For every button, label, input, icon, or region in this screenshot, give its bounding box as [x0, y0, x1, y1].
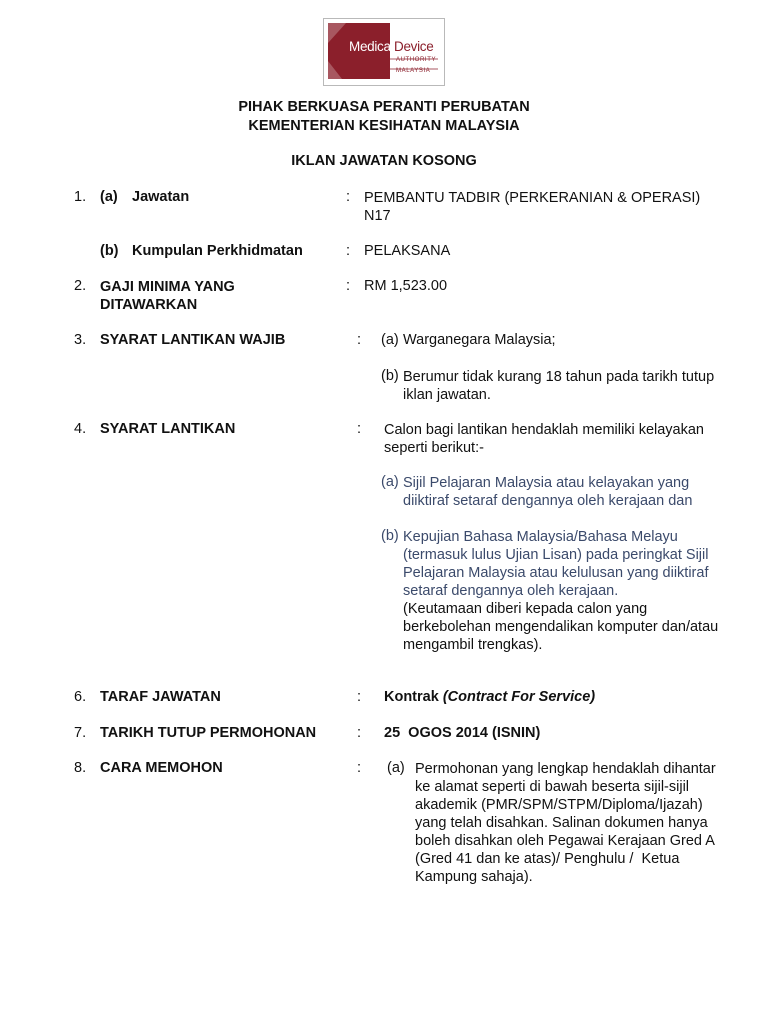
page-title: IKLAN JAWATAN KOSONG [291, 153, 477, 169]
item-6-value [384, 689, 595, 705]
item-4a-text-line2: diiktiraf setaraf dengannya oleh kerajaan dan [403, 493, 693, 509]
item-6-value-bold: Kontrak [384, 689, 439, 705]
item-1b-colon: : [346, 243, 351, 259]
item-1-number: 1. [74, 189, 87, 205]
item-1a-value [364, 189, 700, 225]
logo-word-authority: AUTHORITY [396, 57, 437, 63]
item-8a-text-line: akademik (PMR/SPM/STPM/Diploma/Ijazah) [415, 797, 703, 813]
item-4-note-line2: berkebolehan mengendalikan komputer dan/atau [403, 619, 719, 635]
item-3-colon: : [357, 332, 362, 348]
item-1b-mark: (b) [100, 243, 119, 259]
item-1b-label: Kumpulan Perkhidmatan [132, 243, 303, 259]
item-8a-text-line: (Gred 41 dan ke atas)/ Penghulu / Ketua [415, 851, 680, 867]
item-3a-mark: (a) [381, 332, 399, 348]
item-4-colon: : [357, 421, 362, 437]
item-2-label-line1: GAJI MINIMA YANG [100, 279, 235, 295]
item-2-number: 2. [74, 278, 87, 294]
item-2-colon: : [346, 278, 351, 294]
item-8a-text-line: Permohonan yang lengkap hendaklah dihantar [415, 761, 716, 777]
ministry-name: KEMENTERIAN KESIHATAN MALAYSIA [248, 118, 520, 134]
item-3a-text: Warganegara Malaysia; [403, 332, 556, 348]
item-8a-text-line: boleh disahkan oleh Pegawai Kerajaan Gred A [415, 833, 715, 849]
item-3b-text [403, 368, 714, 404]
item-3b-text-line1: Berumur tidak kurang 18 tahun pada tarikh tutup [403, 369, 715, 385]
item-4a-mark: (a) [381, 474, 399, 490]
item-8a-text-line: Kampung sahaja). [415, 869, 533, 885]
item-4a-text [403, 474, 692, 510]
item-8a-text-line: ke alamat seperti di bawah beserta sijil-sijil [415, 779, 690, 795]
item-4-label: SYARAT LANTIKAN [100, 421, 236, 437]
item-2-label [100, 278, 235, 314]
item-4b-text [403, 528, 718, 654]
item-4b-mark: (b) [381, 528, 399, 544]
item-3b-text-line2: iklan jawatan. [403, 387, 491, 403]
item-3-number: 3. [74, 332, 87, 348]
item-7-colon: : [357, 725, 362, 741]
item-8a-mark: (a) [387, 760, 405, 776]
item-4-note-line1: (Keutamaan diberi kepada calon yang [403, 601, 648, 617]
item-1a-label: Jawatan [132, 189, 190, 205]
logo-word-malaysia: MALAYSIA [396, 68, 431, 74]
item-3b-mark: (b) [381, 368, 399, 384]
item-4-intro-line1: Calon bagi lantikan hendaklah memiliki kelayakan [384, 422, 704, 438]
item-4-intro-line2: seperti berikut:- [384, 440, 484, 456]
item-6-label: TARAF JAWATAN [100, 689, 221, 705]
item-7-number: 7. [74, 725, 87, 741]
item-4-intro [384, 421, 704, 457]
item-4b-text-line1: Kepujian Bahasa Malaysia/Bahasa Melayu [403, 529, 678, 545]
item-7-value: 25 OGOS 2014 (ISNIN) [384, 725, 541, 741]
medical-device-authority-logo [323, 18, 445, 86]
item-4a-text-line1: Sijil Pelajaran Malaysia atau kelayakan yang [403, 475, 690, 491]
org-name: PIHAK BERKUASA PERANTI PERUBATAN [238, 99, 530, 115]
item-1a-mark: (a) [100, 189, 118, 205]
item-8-colon: : [357, 760, 362, 776]
logo-word-medical: Medical [349, 39, 394, 54]
item-1b-value: PELAKSANA [364, 243, 451, 259]
item-8a-text [415, 760, 716, 886]
item-7-label: TARIKH TUTUP PERMOHONAN [100, 725, 317, 741]
item-2-label-line2: DITAWARKAN [100, 297, 198, 313]
item-6-colon: : [357, 689, 362, 705]
item-8-label: CARA MEMOHON [100, 760, 223, 776]
item-6-number: 6. [74, 689, 87, 705]
item-2-value: RM 1,523.00 [364, 278, 448, 294]
item-6-value-italic: (Contract For Service) [442, 689, 596, 705]
item-4-number: 4. [74, 421, 87, 437]
item-4b-text-line4: setaraf dengannya oleh kerajaan. [403, 583, 619, 599]
item-1a-value-line1: PEMBANTU TADBIR (PERKERANIAN & OPERASI) [364, 190, 701, 206]
item-8a-text-line: yang telah disahkan. Salinan dokumen hanya [415, 815, 708, 831]
item-4b-text-line2: (termasuk lulus Ujian Lisan) pada peringkat Sijil [403, 547, 709, 563]
item-1a-value-line2: N17 [364, 208, 391, 224]
item-4b-text-line3: Pelajaran Malaysia atau kelulusan yang diiktiraf [403, 565, 709, 581]
logo-word-device: Device [394, 39, 434, 54]
item-4-note-line3: mengambil trengkas). [403, 637, 543, 653]
item-8-number: 8. [74, 760, 87, 776]
item-1a-colon: : [346, 189, 351, 205]
item-3-label: SYARAT LANTIKAN WAJIB [100, 332, 286, 348]
